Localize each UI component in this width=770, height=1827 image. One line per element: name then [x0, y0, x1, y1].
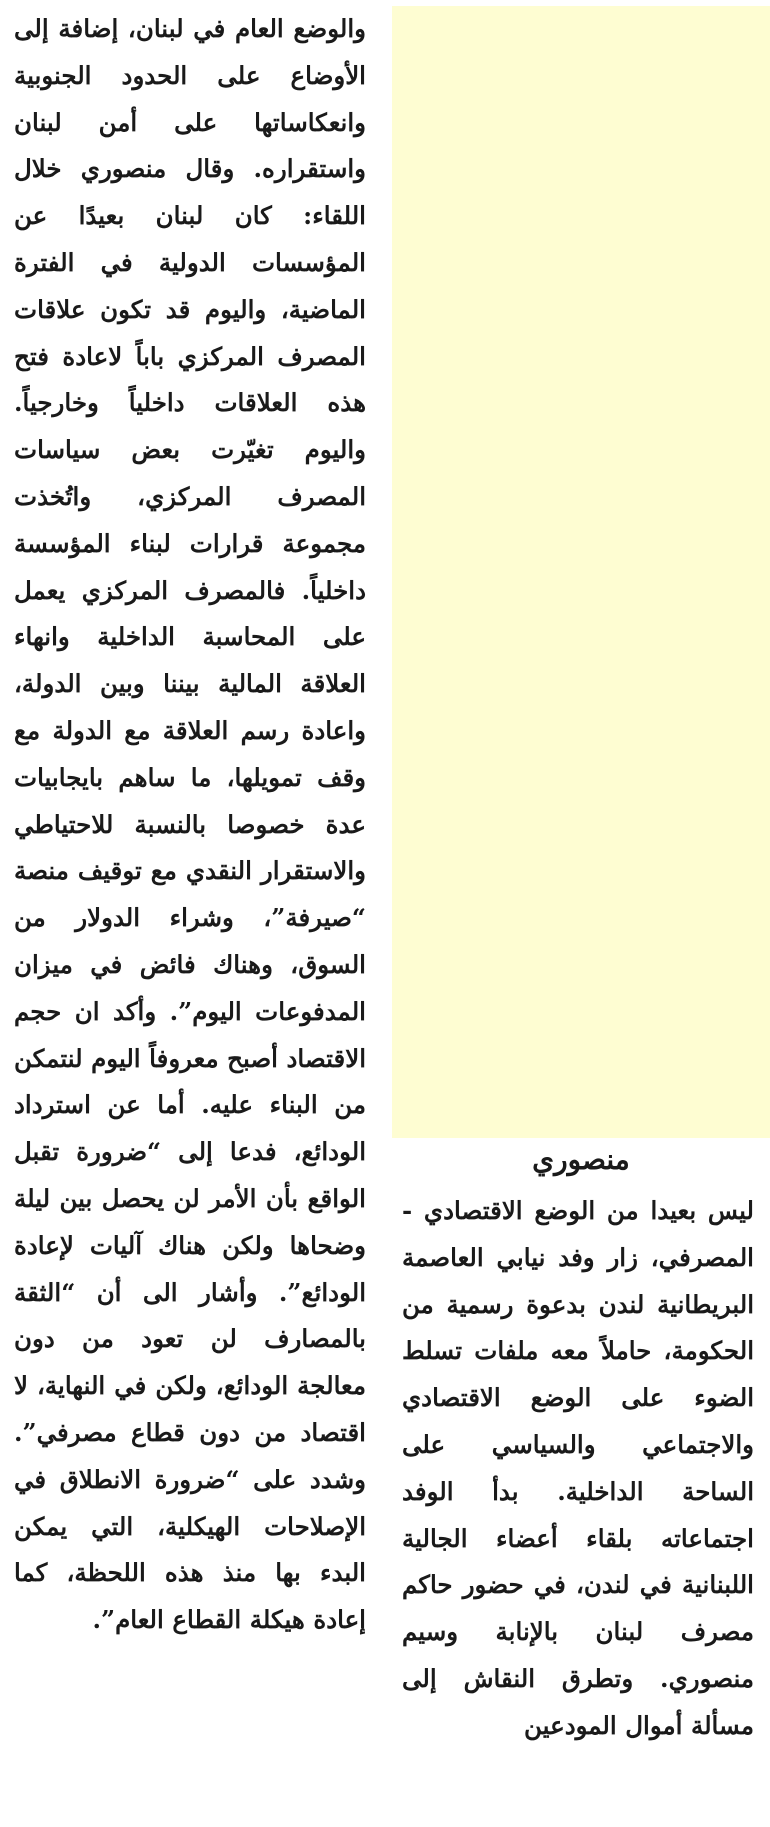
article-paragraph: ليس بعيدا من الوضع الاقتصادي - المصرفي، زار وفد نيابي العاصمة البريطانية لندن بدعوة رسمية من الحكومة، حاملاً معه ملفات تسلط الضوء على الوضع الاقتصادي والاجتماعي والسياسي على الساحة الداخلية. بدأ الوفد اجتماعاته بلقاء أعضاء الجالية اللبنانية في لندن، في حضور حاكم مصرف لبنان بالإنابة وسيم منصوري. وتطرق النقاش إلى مسألة أموال المودعين [402, 1196, 754, 1740]
article-column-intro [402, 1188, 754, 1750]
photo-caption: منصوري [532, 1143, 630, 1176]
article-column-continuation [14, 6, 366, 1644]
article-paragraph: والوضع العام في لبنان، إضافة إلى الأوضاع على الحدود الجنوبية وانعكاساتها على أمن لبنان واستقراره. وقال منصوري خلال اللقاء: كان لبنان بعيدًا عن المؤسسات الدولية في الفترة الماضية، واليوم قد تكون علاقات المصرف المركزي باباً لاعادة فتح هذه العلاقات داخلياً وخارجياً. واليوم تغيّرت بعض سياسات المصرف المركزي، واتُخذت مجموعة قرارات لبناء المؤسسة داخلياً. فالمصرف المركزي يعمل على المحاسبة الداخلية وانهاء العلاقة المالية بيننا وبين الدولة، واعادة رسم العلاقة مع الدولة مع وقف تمويلها، ما ساهم بايجابيات عدة خصوصا بالنسبة للاحتياطي والاستقرار النقدي مع توقيف منصة “صيرفة”، وشراء الدولار من السوق، وهناك فائض في ميزان المدفوعات اليوم”. وأكد ان حجم الاقتصاد أصبح معروفاً اليوم لنتمكن من البناء عليه. أما عن استرداد الودائع، فدعا إلى “ضرورة تقبل الواقع بأن الأمر لن يحصل بين ليلة وضحاها ولكن هناك آليات لإعادة الودائع”. وأشار الى أن “الثقة بالمصارف لن تعود من دون معالجة الودائع، ولكن في النهاية، لا اقتصاد من دون قطاع مصرفي”. وشدد على “ضرورة الانطلاق في الإصلاحات الهيكلية، التي يمكن البدء بها منذ هذه اللحظة، كما إعادة هيكلة القطاع العام”. [14, 14, 366, 1635]
article-photo-placeholder [392, 6, 770, 1138]
